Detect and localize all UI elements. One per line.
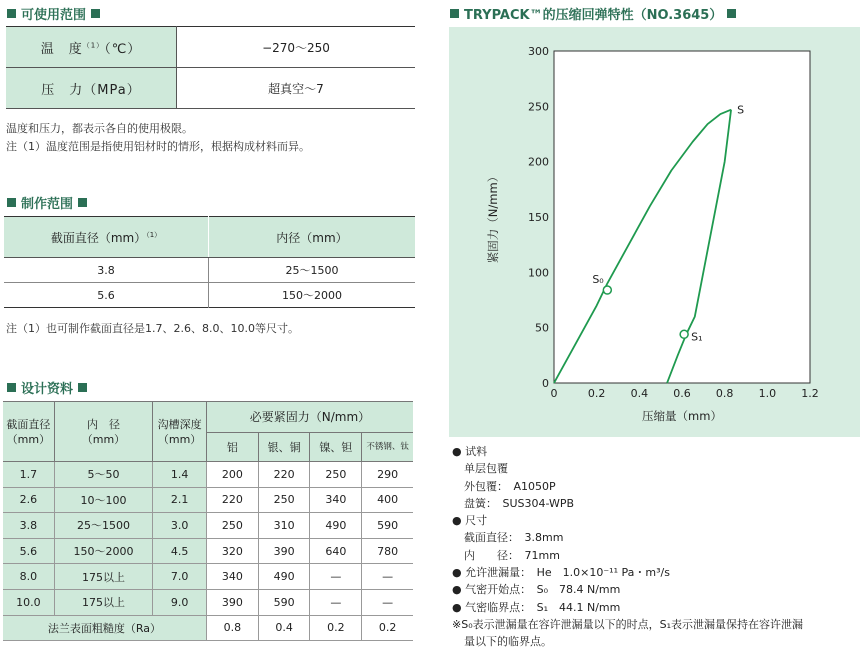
point-marker [603, 286, 611, 294]
header-material: 银、铜 [258, 433, 310, 462]
table-row [4, 283, 415, 308]
point-marker [680, 330, 688, 338]
spec-start: ● 气密开始点： S₀ 78.4 N/mm [452, 583, 621, 597]
footer-value: 0.2 [362, 615, 413, 640]
cell-groove: 9.0 [153, 589, 207, 615]
square-bullet-icon [7, 383, 16, 392]
cell-groove: 7.0 [153, 564, 207, 590]
cell-groove: 4.5 [153, 538, 207, 564]
header-inner: 内 径 （mm） [54, 402, 152, 462]
table-row [3, 487, 413, 513]
usage-note-2: 注（1）温度范围是指使用铝材时的情形，根据构成材料而异。 [6, 140, 310, 153]
square-bullet-icon [450, 9, 459, 18]
section-title-design: 设计资料 [7, 378, 87, 397]
y-axis-label: 紧固力（N/mm） [486, 170, 500, 264]
cell-force: 640 [310, 538, 362, 564]
cell-force: 220 [206, 487, 258, 513]
spec-section: 截面直径： 3.8mm [464, 531, 564, 545]
y-tick-label: 200 [528, 155, 549, 169]
square-bullet-icon [7, 9, 16, 18]
cell-diameter: 10.0 [3, 589, 54, 615]
square-bullet-icon [78, 383, 87, 392]
temperature-value: −270～250 [177, 27, 416, 68]
spec-block [452, 443, 803, 651]
cell-force: 340 [310, 487, 362, 513]
cell-force: 250 [258, 487, 310, 513]
compression-recovery-chart [449, 27, 860, 437]
spec-sample-title: ● 试料 [452, 445, 488, 458]
cell-diameter: 3.8 [4, 258, 209, 283]
cell-force: 250 [206, 513, 258, 539]
point-label: S₁ [691, 330, 703, 344]
section-title-production: 制作范围 [7, 193, 87, 212]
cell-force: 200 [206, 462, 258, 488]
x-tick-label: 0.6 [673, 387, 691, 400]
y-tick-label: 0 [542, 377, 549, 390]
table-row [3, 462, 413, 488]
cell-groove: 2.1 [153, 487, 207, 513]
table-header-row [4, 217, 415, 258]
footer-roughness-label: 法兰表面粗糙度（Ra） [3, 615, 206, 640]
cell-inner: 25～1500 [54, 513, 152, 539]
cell-diameter: 2.6 [3, 487, 54, 513]
usage-range-table [6, 26, 415, 109]
header-groove: 沟槽深度 （mm） [153, 402, 207, 462]
header-inner-diameter: 内径（mm） [209, 217, 416, 258]
y-tick-label: 50 [535, 321, 549, 335]
cell-force: 310 [258, 513, 310, 539]
header-diameter: 截面直径 （mm） [3, 402, 54, 462]
header-material: 铝 [206, 433, 258, 462]
y-tick-label: 250 [528, 100, 549, 114]
x-tick-label: 1.0 [758, 387, 777, 400]
spec-sample-type: 单层包覆 [464, 462, 508, 476]
cell-force: — [362, 564, 413, 590]
cell-diameter: 8.0 [3, 564, 54, 590]
square-bullet-icon [727, 9, 736, 18]
spec-leak: ● 允许泄漏量： He 1.0×10⁻¹¹ Pa・m³/s [452, 566, 670, 580]
cell-groove: 3.0 [153, 513, 207, 539]
pressure-value: 超真空～7 [177, 68, 416, 109]
cell-diameter: 1.7 [3, 462, 54, 488]
footer-value: 0.8 [206, 615, 258, 640]
header-material: 不锈钢、钛 [362, 433, 413, 462]
cell-force: 390 [206, 589, 258, 615]
table-row [4, 258, 415, 283]
cell-inner: 175以上 [54, 589, 152, 615]
table-row [3, 538, 413, 564]
square-bullet-icon [91, 9, 100, 18]
cell-inner: 150～2000 [54, 538, 152, 564]
temperature-label: 温 度$^{(1)}$（℃） [6, 27, 177, 68]
spec-crit: ● 气密临界点： S₁ 44.1 N/mm [452, 600, 621, 614]
y-tick-label: 150 [528, 211, 549, 224]
cell-force: 250 [310, 462, 362, 488]
cell-force: — [310, 564, 362, 590]
point-label: S [737, 103, 745, 117]
cell-inner: 10～100 [54, 487, 152, 513]
y-tick-label: 300 [528, 45, 549, 58]
production-note: 注（1）也可制作截面直径是1.7、2.6、8.0、10.0等尺寸。 [6, 322, 299, 335]
cell-force: 320 [206, 538, 258, 564]
square-bullet-icon [78, 198, 87, 207]
header-cross-section: 截面直径（mm）$^{(1)}$ [4, 217, 209, 258]
cell-force: 340 [206, 564, 258, 590]
cell-groove: 1.4 [153, 462, 207, 488]
section-title-chart: TRYPACK™的压缩回弹特性（NO.3645） [450, 4, 736, 23]
cell-force: 490 [258, 564, 310, 590]
footer-value: 0.4 [258, 615, 310, 640]
cell-force: 590 [362, 513, 413, 539]
chart-panel [449, 27, 860, 437]
cell-inner: 175以上 [54, 564, 152, 590]
cell-diameter: 3.8 [3, 513, 54, 539]
table-row [6, 27, 415, 68]
x-tick-label: 1.2 [801, 387, 819, 400]
section-title-usage: 可使用范围 [7, 4, 100, 23]
x-tick-label: 0 [550, 387, 558, 400]
cell-inner: 150～2000 [282, 289, 342, 302]
cell-force: 390 [258, 538, 310, 564]
spec-spring: 盘簧： SUS304-WPB [464, 496, 575, 510]
cell-force: 400 [362, 487, 413, 513]
cell-force: 590 [258, 589, 310, 615]
point-label: S₀ [592, 273, 604, 287]
cell-inner: 5～50 [54, 462, 152, 488]
table-row [6, 68, 415, 109]
usage-note-1: 温度和压力，都表示各自的使用极限。 [6, 122, 193, 135]
table-row [3, 589, 413, 615]
spec-jacket: 外包覆： A1050P [464, 479, 556, 493]
cell-force: 290 [362, 462, 413, 488]
x-tick-label: 0.8 [715, 387, 734, 400]
cell-force: 780 [362, 538, 413, 564]
cell-diameter: 5.6 [4, 283, 209, 308]
footer-value: 0.2 [310, 615, 362, 640]
spec-inner: 内 径： 71mm [464, 548, 560, 562]
cell-inner: 25～1500 [209, 258, 416, 283]
square-bullet-icon [7, 198, 16, 207]
table-footer-row [3, 615, 413, 640]
x-axis-label: 压缩量（mm） [642, 409, 722, 423]
pressure-label: 压 力（MPa） [6, 68, 177, 109]
header-material: 镍、钽 [310, 433, 362, 462]
design-data-table [3, 401, 413, 641]
spec-footnote-2: 量以下的临界点。 [464, 635, 552, 649]
y-tick-label: 100 [528, 266, 549, 280]
table-row [3, 564, 413, 590]
cell-force: — [362, 589, 413, 615]
table-row [3, 513, 413, 539]
cell-force: — [310, 589, 362, 615]
cell-force: 220 [258, 462, 310, 488]
x-tick-label: 0.4 [630, 387, 649, 400]
production-range-table [4, 216, 415, 308]
header-required-force: 必要紧固力（N/mm） [206, 402, 413, 433]
table-header-row [3, 402, 413, 433]
cell-force: 490 [310, 513, 362, 539]
cell-diameter: 5.6 [3, 538, 54, 564]
spec-size-title: ● 尺寸 [452, 514, 488, 528]
x-tick-label: 0.2 [587, 387, 606, 400]
spec-footnote-1: ※S₀表示泄漏量在容许泄漏量以下的时点，S₁表示泄漏量保持在容许泄漏 [452, 617, 803, 631]
